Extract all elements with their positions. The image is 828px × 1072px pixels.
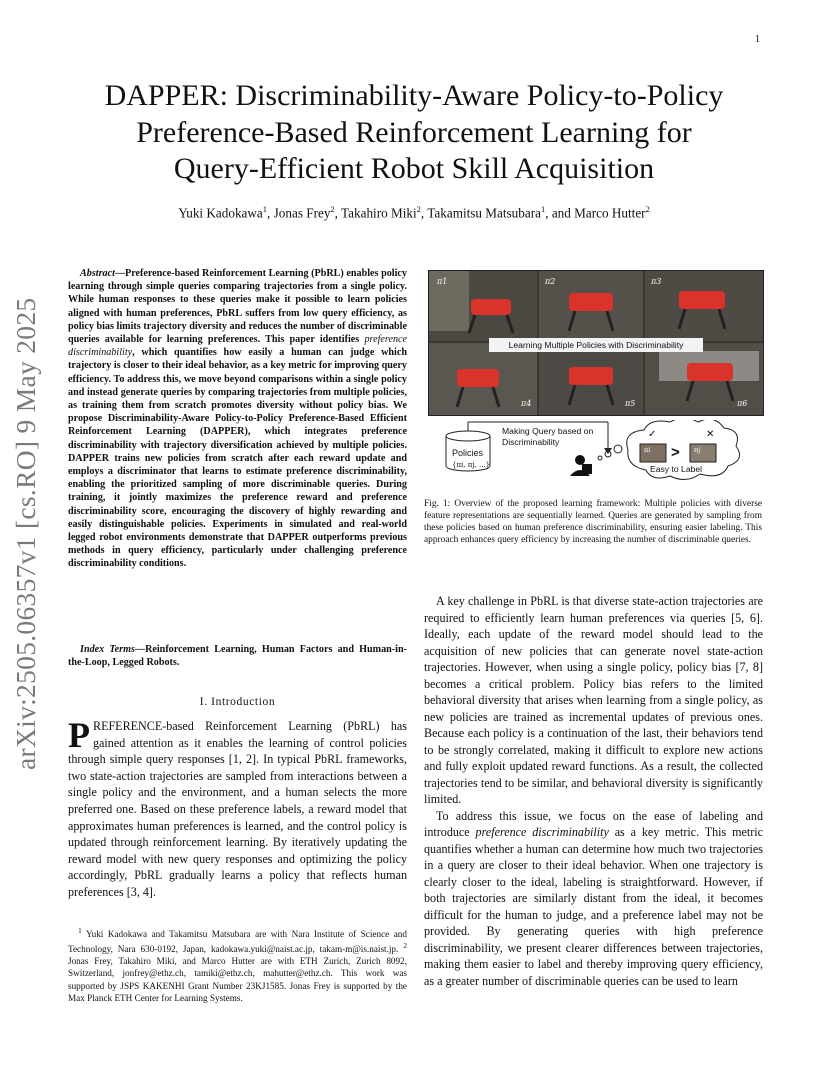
footnote-text: Yuki Kadokawa and Takamitsu Matsubara are with Nara Institute of Science and Technology, Nara 630-0192, Japan, kadokawa.yuki@naist.ac.jp, takam-m@is.naist.jp.: [68, 929, 407, 955]
policies-label: Policies: [452, 448, 484, 458]
robot-photo-collage: [428, 270, 764, 416]
figure-banner: Learning Multiple Policies with Discriminability: [489, 338, 703, 352]
author-name: Takamitsu Matsubara: [427, 205, 541, 221]
author-name: Jonas Frey: [273, 205, 331, 221]
abstract-text: , which quantifies how easily a human can judge which trajectory is closer to their ideal behavior, as a key metric for improving query efficiency. To address this, we move beyond comparisons within a single policy and instead generate queries by comparing trajectories from multiple policies, as training them from scratch promotes diversity without policy bias. We propose Discriminability-Aware Policy-to-Policy Preference-Based Efficient Reinforcement Learning (DAPPER), which integrates preference discriminability with trajectory diversification achieved by multiple policies. DAPPER trains new policies from scratch after each reward update and employs a discriminator that learns to estimate preference discriminability, enabling the prioritized sampling of more discriminable queries. During training, it jointly maximizes the preference reward and preference discriminability score, encouraging the discovery of highly rewarding and easily distinguishable policies. Experiments in simulated and real-world legged robot environments demonstrate that DAPPER outperforms previous methods in query efficiency, particularly under challenging preference discriminability conditions.: [68, 347, 407, 570]
policies-set: {πi, πj, ...}: [452, 461, 491, 469]
compare-right-label: πj: [694, 446, 701, 454]
author-list: Yuki Kadokawa$^1$, Jonas Frey$^2$, Takahiro Miki$^2$, Takamitsu Matsubara$^1$, and Marco Hutter$^2$: [178, 204, 650, 221]
section-heading: I. Introduction: [199, 696, 276, 708]
paragraph-text: as a key metric. This metric quantifies whether a human can determine how much two trajectories in a query are closer to their ideal behavior. When one trajectory is clearly closer to the ideal, labeling is straightforward. However, if both trajectories are similarly distant from the ideal, it becomes difficult for the human to judge, and a preference label may not be provided. By generating queries with high preference discriminability, we present clearer differences between trajectories, making them easier to label and thereby improving query efficiency, as a greater number of discriminable queries can be used to learn: [424, 825, 764, 988]
paragraph-text: To address this issue, we focus on the ease of labeling and introduce: [424, 808, 763, 839]
footnote-text: Jonas Frey, Takahiro Miki, and Marco Hutter are with ETH Zurich, Zurich 8092, Switzerland, jonfrey@ethz.ch, tamiki@ethz.ch, mahutter@ethz.ch. This work was supported by JSPS KAKENHI Grant Number 23KJ1585. Jonas Frey is supported by the Max Planck ETH Center for Learning Systems.: [68, 956, 407, 1003]
caption-text: Fig. 1: Overview of the proposed learning framework: Multiple policies with diverse feature representations are sequentially learned. Queries are generated by sampling from these policies based on human preference discriminability, ensuring easier labeling. This approach enhances query efficiency by increasing the number of discriminable queries.: [424, 499, 762, 546]
abstract-label: Abstract: [80, 268, 115, 279]
figure-caption: [424, 498, 762, 546]
compare-left-label: πi: [644, 446, 651, 454]
abstract-text: Preference-based Reinforcement Learning (PbRL) enables policy learning through simple queries comparing trajectories from a single policy. While human responses to these queries make it possible to learn policies aligned with human preferences, PbRL suffers from low query efficiency, as policy bias limits trajectory diversity and reduces the number of discriminable queries available for learning preferences. This paper identifies: [68, 268, 407, 346]
right-column-text: [424, 593, 763, 989]
page-number: 1: [755, 34, 760, 45]
policy-label: π2: [545, 277, 556, 286]
arxiv-stamp: arXiv:2505.06357v1 [cs.RO] 9 May 2025: [10, 297, 41, 770]
affiliation-mark: 1: [540, 204, 546, 214]
author-name: Marco Hutter: [574, 205, 646, 221]
intro-paragraph: [68, 715, 407, 901]
index-terms-label: Index Terms: [80, 644, 135, 655]
policy-label: π3: [651, 277, 662, 286]
greater-than-symbol: >: [671, 444, 680, 461]
cross-icon: ✕: [706, 429, 715, 440]
abstract: Abstract—Preference-based Reinforcement Learning (PbRL) enables policy learning through simple queries comparing trajectories from a single policy. While human responses to these queries make it possible to learn policies aligned with human preferences, PbRL suffers from low query efficiency, as policy bias limits trajectory diversity and reduces the number of discriminable queries available for learning preferences. This paper identifies preference discriminability, which quantifies how easily a human can judge which trajectory is closer to their ideal behavior, as a key metric for improving query efficiency. To address this, we move beyond comparisons within a single policy and instead generate queries by comparing trajectories from multiple policies, as training them from scratch promotes diversity without policy bias. We propose Discriminability-Aware Policy-to-Policy Preference-Based Efficient Reinforcement Learning (DAPPER), which integrates preference discriminability with trajectory diversification achieved by multiple policies. DAPPER trains new policies from scratch after each reward update and employs a discriminator that learns to estimate preference discriminability, enabling the prioritized sampling of more discriminable queries. During training, it jointly maximizes the preference reward and preference discriminability score, encouraging the discovery of highly rewarding and easily distinguishable policies. Experiments in simulated and real-world legged robot environments demonstrate that DAPPER outperforms previous methods in query efficiency, particularly under challenging preference discriminability conditions.: [68, 268, 407, 570]
user-icon: [570, 455, 592, 476]
affiliation-mark: 2: [416, 204, 421, 214]
footnote: $^1$ Yuki Kadokawa and Takamitsu Matsubara are with Nara Institute of Science and Technology, Nara 630-0192, Japan, kadokawa.yuki@naist.ac.jp, takam-m@is.naist.jp. $^2$ Jonas Frey, Takahiro Miki, and Marco Hutter are with ETH Zurich, Zurich 8092, Switzerland, jonfrey@ethz.ch, tamiki@ethz.ch, mahutter@ethz.ch. This work was supported by JSPS KAKENHI Grant Number 23KJ1585. Jonas Frey is supported by the Max Planck ETH Center for Learning Systems.: [68, 926, 408, 1003]
policy-label: π6: [737, 399, 748, 408]
policy-label: π5: [625, 399, 636, 408]
emphasis: preference discriminability: [475, 825, 609, 839]
intro-text: REFERENCE-based Reinforcement Learning (PbRL) has gained attention as it enables the learning of control policies through simple query responses [1, 2]. In typical PbRL frameworks, two state-action trajectories are sampled from interactions between a single policy and the environment, and a human selects the more preferred one. Based on these preference labels, a reward model that approximates human preferences is learned, and the control policy is updated through reinforcement learning. By iteratively updating the reward model with new query responses and optimizing the policy accordingly, PbRL gradually learns a policy that reflects human preferences [3, 4].: [68, 719, 407, 899]
affiliation-mark: 2: [330, 204, 335, 214]
paragraph: [424, 808, 763, 990]
query-schematic: [428, 420, 762, 495]
title-line: Query-Efficient Robot Skill Acquisition: [173, 152, 655, 185]
index-terms-text: Reinforcement Learning, Human Factors and Human-in-the-Loop, Legged Robots.: [68, 644, 407, 669]
index-terms: Index Terms—Reinforcement Learning, Human Factors and Human-in-the-Loop, Legged Robots.: [68, 644, 407, 669]
making-query-label: Making Query based on Discriminability: [502, 426, 594, 447]
paragraph: A key challenge in PbRL is that diverse state-action trajectories are required to efficiently learn human preferences via queries [5, 6]. Ideally, each update of the reward model should lead to the acquisition of new policies that can generate novel state-action trajectories. However, when using a single policy, policy bias [7, 8] becomes a critical problem. Policy bias refers to the limited behavioral diversity that arises when learning from a single policy, as new policies are trained as incremental updates of previous ones. Because each policy is a continuation of the last, their behaviors tend to be strongly correlated, making it difficult to explore new actions and fully exploit updated reward functions. As a result, the collected trajectories tend to be similar, and behavioral diversity is significantly limited.: [424, 594, 763, 806]
policy-label: π1: [437, 277, 448, 286]
affiliation-mark: 2: [645, 204, 650, 214]
drop-cap: P: [68, 715, 90, 755]
check-icon: ✓: [648, 429, 657, 440]
affiliation-mark: 1: [262, 204, 268, 214]
paper-title: [60, 78, 768, 188]
author-name: Takahiro Miki: [341, 205, 417, 221]
title-line: DAPPER: Discriminability-Aware Policy-to-Policy: [104, 79, 724, 112]
title-line: Preference-Based Reinforcement Learning for: [136, 115, 692, 149]
abstract-emphasis: preference discriminability: [68, 334, 407, 359]
author-name: Yuki Kadokawa: [178, 205, 263, 221]
easy-to-label: Easy to Label: [650, 464, 703, 474]
policy-label: π4: [521, 399, 532, 408]
